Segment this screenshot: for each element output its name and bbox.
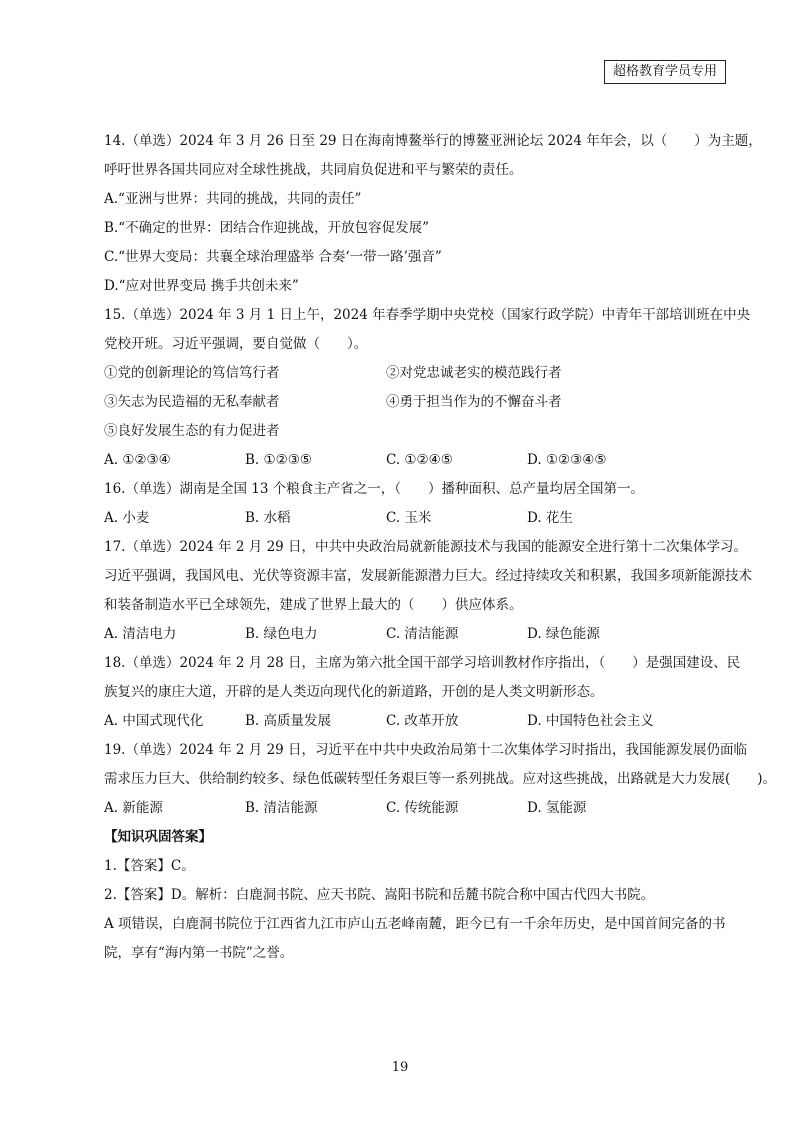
- statement-2: ②对党忠诚老实的模范践行者: [386, 365, 562, 381]
- question-text-line: 党校开班。习近平强调，要自觉做（ ）。: [104, 336, 368, 352]
- option-a: A. 小麦: [104, 510, 150, 526]
- question-text-line: 19.（单选）2024 年 2 月 29 日，习近平在中共中央政治局第十二次集体学习时指出，我国能源发展仍面临: [104, 742, 748, 758]
- options-row: [104, 707, 724, 736]
- statement-3: ③矢志为民造福的无私奉献者: [104, 394, 280, 410]
- option-d: D. 绿色能源: [527, 626, 600, 642]
- page-content: [104, 127, 777, 968]
- option-b: B.“不确定的世界：团结合作迎挑战，开放包容促发展”: [104, 220, 430, 236]
- option-b: B. 水稻: [245, 510, 291, 526]
- question-14: [104, 127, 762, 301]
- option-c: C. 玉米: [386, 510, 432, 526]
- answer-2: 2.【答案】D。解析：白鹿洞书院、应天书院、嵩阳书院和岳麓书院合称中国古代四大书院。: [104, 887, 655, 903]
- option-a: A. 新能源: [104, 800, 163, 816]
- answers-heading: 【知识巩固答案】: [104, 829, 212, 845]
- exclusive-use-badge: 超格教育学员专用: [604, 60, 726, 84]
- answer-explanation-line: A 项错误，白鹿洞书院位于江西省九江市庐山五老峰南麓，距今已有一千余年历史，是中国首间完备的书: [104, 916, 726, 932]
- question-15: [104, 301, 751, 475]
- question-text-line: 族复兴的康庄大道，开辟的是人类迈向现代化的新道路，开创的是人类文明新形态。: [104, 684, 604, 700]
- question-text-line: 习近平强调，我国风电、光伏等资源丰富，发展新能源潜力巨大。经过持续攻关和积累，我国多项新能源技术: [104, 568, 752, 584]
- options-row: [104, 446, 724, 475]
- statement-4: ④勇于担当作为的不懈奋斗者: [386, 394, 562, 410]
- option-b: B. 绿色电力: [245, 626, 318, 642]
- answer-1: 1.【答案】C。: [104, 858, 195, 874]
- statement-row: [104, 388, 724, 417]
- option-d: D. 氢能源: [527, 800, 587, 816]
- option-a: A. 中国式现代化: [104, 713, 204, 729]
- option-b: B. ①②③⑤: [245, 452, 312, 468]
- options-row: [104, 504, 724, 533]
- answer-explanation-line: 院，享有“海内第一书院”之誉。: [104, 945, 294, 961]
- option-c: C. ①②④⑤: [386, 452, 453, 468]
- question-19: [104, 736, 777, 823]
- option-c: C.“世界大变局：共襄全球治理盛举 合奏‘一带一路’强音”: [104, 249, 442, 265]
- option-a: A. ①②③④: [104, 452, 171, 468]
- statement-1: ①党的创新理论的笃信笃行者: [104, 365, 280, 381]
- option-a: A.“亚洲与世界：共同的挑战，共同的责任”: [104, 191, 362, 207]
- question-17: [104, 533, 752, 649]
- question-text-line: 16.（单选）湖南是全国 13 个粮食主产省之一，（ ）播种面积、总产量均居全国第一。: [104, 481, 644, 497]
- statement-5: ⑤良好发展生态的有力促进者: [104, 423, 280, 439]
- page-number: 19: [391, 1060, 409, 1075]
- question-text-line: 和装备制造水平已全球领先，建成了世界上最大的（ ）供应体系。: [104, 597, 523, 613]
- options-row: [104, 620, 724, 649]
- option-c: C. 清洁能源: [386, 626, 459, 642]
- question-18: [104, 649, 741, 736]
- question-text-line: 14.（单选）2024 年 3 月 26 日至 29 日在海南博鳌举行的博鳌亚洲论坛 2024 年年会，以（ ）为主题，: [104, 133, 762, 149]
- question-text-line: 需求压力巨大、供给制约较多、绿色低碳转型任务艰巨等一系列挑战。应对这些挑战，出路就是大力发展( )。: [104, 771, 777, 787]
- question-text-line: 呼吁世界各国共同应对全球性挑战，共同肩负促进和平与繁荣的责任。: [104, 162, 523, 178]
- question-16: [104, 475, 724, 533]
- options-row: [104, 794, 724, 823]
- statement-row: [104, 359, 724, 388]
- answers-section: [104, 823, 724, 968]
- option-d: D. ①②③④⑤: [527, 452, 607, 468]
- option-d: D.“应对世界变局 携手共创未来”: [104, 278, 299, 294]
- option-c: C. 改革开放: [386, 713, 459, 729]
- question-text-line: 15.（单选）2024 年 3 月 1 日上午，2024 年春季学期中央党校（国家行政学院）中青年干部培训班在中央: [104, 307, 751, 323]
- question-text-line: 18.（单选）2024 年 2 月 28 日，主席为第六批全国干部学习培训教材作序指出，（ ）是强国建设、民: [104, 655, 741, 671]
- question-text-line: 17.（单选）2024 年 2 月 29 日，中共中央政治局就新能源技术与我国的能源安全进行第十二次集体学习。: [104, 539, 748, 555]
- option-a: A. 清洁电力: [104, 626, 177, 642]
- option-c: C. 传统能源: [386, 800, 459, 816]
- option-b: B. 清洁能源: [245, 800, 318, 816]
- option-d: D. 中国特色社会主义: [527, 713, 654, 729]
- option-b: B. 高质量发展: [245, 713, 332, 729]
- option-d: D. 花生: [527, 510, 573, 526]
